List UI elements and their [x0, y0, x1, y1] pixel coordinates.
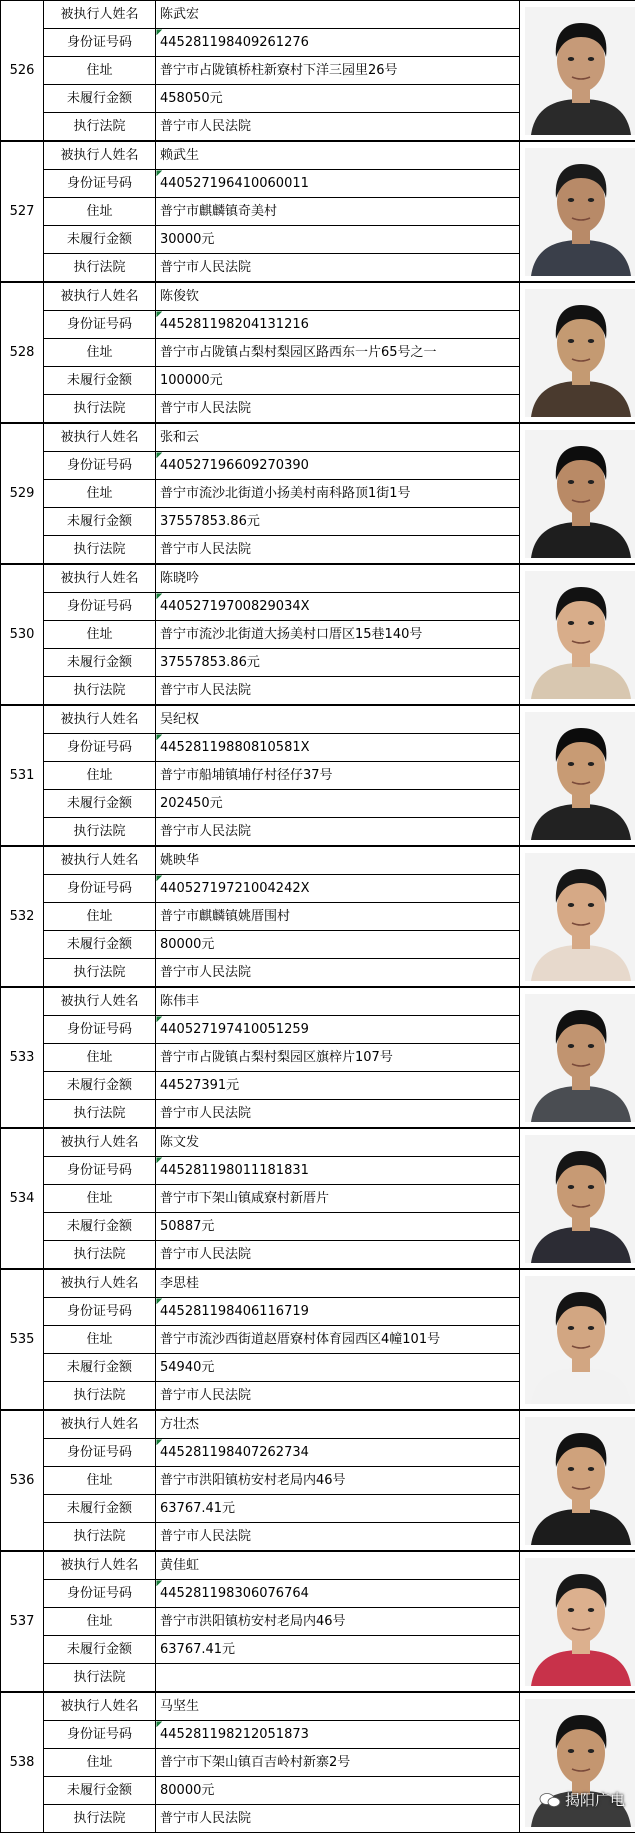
field-value-address: 普宁市下架山镇百吉岭村新寨2号: [156, 1749, 520, 1777]
field-label-court: 执行法院: [44, 1100, 156, 1128]
field-label-name: 被执行人姓名: [44, 706, 156, 734]
field-label-address: 住址: [44, 1749, 156, 1777]
debtor-record: [0, 705, 635, 846]
field-label-amount: 未履行金额: [44, 1777, 156, 1805]
field-value-amount: 63767.41元: [156, 1495, 520, 1523]
field-value-id: 44528119880810581X: [156, 734, 520, 762]
field-label-address: 住址: [44, 621, 156, 649]
field-label-amount: 未履行金额: [44, 790, 156, 818]
person-portrait-icon: [525, 289, 635, 417]
field-label-address: 住址: [44, 480, 156, 508]
field-label-address: 住址: [44, 198, 156, 226]
record-number: 538: [1, 1693, 44, 1833]
field-value-name: 吴纪权: [156, 706, 520, 734]
field-value-address: 普宁市占陇镇占梨村梨园区路西东一片65号之一: [156, 339, 520, 367]
person-portrait-icon: [525, 1276, 635, 1404]
field-label-address: 住址: [44, 903, 156, 931]
field-label-id: 身份证号码: [44, 1016, 156, 1044]
field-label-amount: 未履行金额: [44, 226, 156, 254]
field-label-id: 身份证号码: [44, 734, 156, 762]
field-label-court: 执行法院: [44, 1523, 156, 1551]
field-value-id: 44052719700829034X: [156, 593, 520, 621]
record-row-name: [1, 142, 635, 170]
field-label-court: 执行法院: [44, 677, 156, 705]
record-row-name: [1, 1129, 635, 1157]
record-number: 527: [1, 142, 44, 282]
field-value-amount: 44527391元: [156, 1072, 520, 1100]
portrait-cell: [520, 847, 635, 987]
field-label-id: 身份证号码: [44, 170, 156, 198]
record-row-name: [1, 1, 635, 29]
person-portrait-icon: [525, 994, 635, 1122]
field-label-name: 被执行人姓名: [44, 1693, 156, 1721]
field-label-court: 执行法院: [44, 1241, 156, 1269]
field-label-id: 身份证号码: [44, 311, 156, 339]
field-value-id: 44052719721004242X: [156, 875, 520, 903]
field-value-court: 普宁市人民法院: [156, 536, 520, 564]
field-value-address: 普宁市船埔镇埔仔村径仔37号: [156, 762, 520, 790]
field-label-id: 身份证号码: [44, 1580, 156, 1608]
debtor-record: [0, 987, 635, 1128]
field-label-amount: 未履行金额: [44, 508, 156, 536]
field-label-name: 被执行人姓名: [44, 1129, 156, 1157]
person-portrait-icon: [525, 1135, 635, 1263]
debtor-record: [0, 564, 635, 705]
field-label-amount: 未履行金额: [44, 649, 156, 677]
field-label-name: 被执行人姓名: [44, 1, 156, 29]
portrait-cell: [520, 424, 635, 564]
field-label-amount: 未履行金额: [44, 1636, 156, 1664]
field-value-name: 姚映华: [156, 847, 520, 875]
wechat-logo-icon: [539, 1792, 561, 1808]
field-value-id: 440527196410060011: [156, 170, 520, 198]
field-value-id: 445281198407262734: [156, 1439, 520, 1467]
field-value-id: 445281198306076764: [156, 1580, 520, 1608]
field-label-court: 执行法院: [44, 959, 156, 987]
field-value-name: 陈晓吟: [156, 565, 520, 593]
field-label-address: 住址: [44, 1608, 156, 1636]
field-label-address: 住址: [44, 1326, 156, 1354]
portrait-cell: [520, 142, 635, 282]
watermark-text: 揭阳广电: [565, 1789, 625, 1810]
portrait-cell: [520, 1129, 635, 1269]
portrait-cell: [520, 1270, 635, 1410]
field-value-name: 马坚生: [156, 1693, 520, 1721]
field-value-amount: 80000元: [156, 1777, 520, 1805]
field-label-id: 身份证号码: [44, 1157, 156, 1185]
field-value-amount: 54940元: [156, 1354, 520, 1382]
field-label-name: 被执行人姓名: [44, 988, 156, 1016]
field-label-court: 执行法院: [44, 254, 156, 282]
record-number: 531: [1, 706, 44, 846]
field-value-id: 445281198406116719: [156, 1298, 520, 1326]
field-label-court: 执行法院: [44, 536, 156, 564]
field-value-amount: 458050元: [156, 85, 520, 113]
field-label-address: 住址: [44, 762, 156, 790]
portrait-cell: [520, 706, 635, 846]
field-label-amount: 未履行金额: [44, 367, 156, 395]
field-label-id: 身份证号码: [44, 29, 156, 57]
debtor-record: [0, 846, 635, 987]
field-value-court: 普宁市人民法院: [156, 113, 520, 141]
record-number: 532: [1, 847, 44, 987]
person-portrait-icon: [525, 853, 635, 981]
record-row-name: [1, 1552, 635, 1580]
field-label-amount: 未履行金额: [44, 1213, 156, 1241]
field-value-court: 普宁市人民法院: [156, 1100, 520, 1128]
field-label-address: 住址: [44, 57, 156, 85]
field-value-amount: 37557853.86元: [156, 649, 520, 677]
field-value-amount: 63767.41元: [156, 1636, 520, 1664]
portrait-cell: [520, 1693, 635, 1833]
field-label-court: 执行法院: [44, 113, 156, 141]
watermark: [539, 1789, 625, 1810]
field-value-amount: 100000元: [156, 367, 520, 395]
field-value-court: 普宁市人民法院: [156, 254, 520, 282]
field-label-court: 执行法院: [44, 1664, 156, 1692]
record-number: 537: [1, 1552, 44, 1692]
field-label-name: 被执行人姓名: [44, 424, 156, 452]
field-label-amount: 未履行金额: [44, 931, 156, 959]
record-number: 536: [1, 1411, 44, 1551]
debtor-record: [0, 0, 635, 141]
field-value-court: 普宁市人民法院: [156, 1805, 520, 1833]
record-number: 533: [1, 988, 44, 1128]
portrait-cell: [520, 1411, 635, 1551]
field-value-name: 方壮杰: [156, 1411, 520, 1439]
field-value-name: 陈文发: [156, 1129, 520, 1157]
portrait-cell: [520, 1, 635, 141]
field-value-name: 陈俊钦: [156, 283, 520, 311]
field-label-id: 身份证号码: [44, 1298, 156, 1326]
field-label-amount: 未履行金额: [44, 85, 156, 113]
person-portrait-icon: [525, 430, 635, 558]
field-label-court: 执行法院: [44, 818, 156, 846]
portrait-cell: [520, 565, 635, 705]
record-row-name: [1, 424, 635, 452]
field-value-address: 普宁市洪阳镇枋安村老局内46号: [156, 1467, 520, 1495]
field-value-address: 普宁市麒麟镇奇美村: [156, 198, 520, 226]
field-value-id: 440527197410051259: [156, 1016, 520, 1044]
field-label-name: 被执行人姓名: [44, 283, 156, 311]
field-label-amount: 未履行金额: [44, 1072, 156, 1100]
portrait-cell: [520, 283, 635, 423]
field-value-id: 445281198011181831: [156, 1157, 520, 1185]
field-value-court: 普宁市人民法院: [156, 395, 520, 423]
field-label-name: 被执行人姓名: [44, 1411, 156, 1439]
field-value-name: 陈伟丰: [156, 988, 520, 1016]
record-number: 534: [1, 1129, 44, 1269]
field-value-amount: 37557853.86元: [156, 508, 520, 536]
field-label-id: 身份证号码: [44, 1721, 156, 1749]
field-value-court: 普宁市人民法院: [156, 1241, 520, 1269]
field-label-court: 执行法院: [44, 395, 156, 423]
debtor-record: [0, 1551, 635, 1692]
field-value-id: 445281198409261276: [156, 29, 520, 57]
record-row-name: [1, 988, 635, 1016]
field-value-id: 445281198212051873: [156, 1721, 520, 1749]
field-value-court: 普宁市人民法院: [156, 959, 520, 987]
record-number: 535: [1, 1270, 44, 1410]
portrait-cell: [520, 988, 635, 1128]
field-value-court: 普宁市人民法院: [156, 818, 520, 846]
field-value-amount: 202450元: [156, 790, 520, 818]
field-value-address: 普宁市麒麟镇姚厝围村: [156, 903, 520, 931]
field-label-id: 身份证号码: [44, 875, 156, 903]
field-label-id: 身份证号码: [44, 1439, 156, 1467]
record-row-name: [1, 1411, 635, 1439]
field-label-address: 住址: [44, 1044, 156, 1072]
field-value-address: 普宁市流沙西街道赵厝寮村体育园西区4幢101号: [156, 1326, 520, 1354]
record-row-name: [1, 1693, 635, 1721]
field-value-id: 440527196609270390: [156, 452, 520, 480]
field-value-amount: 50887元: [156, 1213, 520, 1241]
field-label-amount: 未履行金额: [44, 1354, 156, 1382]
person-portrait-icon: [525, 712, 635, 840]
field-value-address: 普宁市流沙北街道小扬美村南科路顶1街1号: [156, 480, 520, 508]
field-label-court: 执行法院: [44, 1805, 156, 1833]
field-label-name: 被执行人姓名: [44, 565, 156, 593]
field-value-court: [156, 1664, 520, 1692]
record-row-name: [1, 565, 635, 593]
person-portrait-icon: [525, 7, 635, 135]
field-value-amount: 30000元: [156, 226, 520, 254]
debtor-record: [0, 1269, 635, 1410]
field-value-address: 普宁市洪阳镇枋安村老局内46号: [156, 1608, 520, 1636]
person-portrait-icon: [525, 1558, 635, 1686]
field-label-name: 被执行人姓名: [44, 1552, 156, 1580]
field-label-id: 身份证号码: [44, 593, 156, 621]
field-value-id: 445281198204131216: [156, 311, 520, 339]
portrait-cell: [520, 1552, 635, 1692]
field-label-court: 执行法院: [44, 1382, 156, 1410]
field-value-court: 普宁市人民法院: [156, 1382, 520, 1410]
field-value-name: 李思桂: [156, 1270, 520, 1298]
record-number: 530: [1, 565, 44, 705]
field-value-name: 黄佳虹: [156, 1552, 520, 1580]
field-value-name: 张和云: [156, 424, 520, 452]
field-value-address: 普宁市下架山镇咸寮村新厝片: [156, 1185, 520, 1213]
field-value-amount: 80000元: [156, 931, 520, 959]
field-label-address: 住址: [44, 339, 156, 367]
debtor-record: [0, 282, 635, 423]
debtor-record: [0, 141, 635, 282]
record-row-name: [1, 283, 635, 311]
debtor-record: [0, 1128, 635, 1269]
debtor-record: [0, 1410, 635, 1551]
field-label-name: 被执行人姓名: [44, 142, 156, 170]
field-label-address: 住址: [44, 1467, 156, 1495]
field-label-address: 住址: [44, 1185, 156, 1213]
record-number: 526: [1, 1, 44, 141]
field-value-court: 普宁市人民法院: [156, 1523, 520, 1551]
record-row-name: [1, 706, 635, 734]
field-value-court: 普宁市人民法院: [156, 677, 520, 705]
debtor-record: [0, 1692, 635, 1833]
field-value-address: 普宁市占陇镇桥柱新寮村下洋三园里26号: [156, 57, 520, 85]
debtor-record: [0, 423, 635, 564]
person-portrait-icon: [525, 571, 635, 699]
field-value-name: 赖武生: [156, 142, 520, 170]
field-value-name: 陈武宏: [156, 1, 520, 29]
field-label-name: 被执行人姓名: [44, 847, 156, 875]
person-portrait-icon: [525, 148, 635, 276]
field-value-address: 普宁市占陇镇占梨村梨园区旗梓片107号: [156, 1044, 520, 1072]
record-number: 528: [1, 283, 44, 423]
record-number: 529: [1, 424, 44, 564]
record-row-name: [1, 847, 635, 875]
record-row-name: [1, 1270, 635, 1298]
field-label-amount: 未履行金额: [44, 1495, 156, 1523]
field-value-address: 普宁市流沙北街道大扬美村口厝区15巷140号: [156, 621, 520, 649]
field-label-id: 身份证号码: [44, 452, 156, 480]
person-portrait-icon: [525, 1417, 635, 1545]
field-label-name: 被执行人姓名: [44, 1270, 156, 1298]
